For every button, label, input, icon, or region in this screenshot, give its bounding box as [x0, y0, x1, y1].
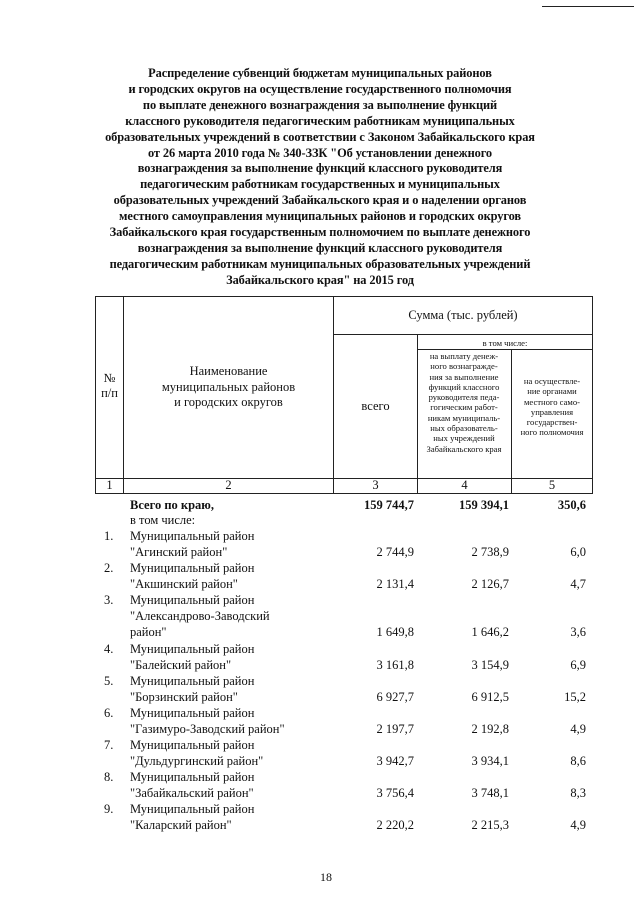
col-number: 3 — [372, 478, 379, 492]
row-name-line: "Каларский район" — [130, 818, 232, 832]
row-remuneration: 2 215,3 — [471, 818, 509, 832]
row-admin: 4,9 — [570, 722, 586, 736]
row-number: 6. — [104, 706, 114, 720]
row-name-line: Муниципальный район — [130, 706, 255, 720]
row-name-line: "Александрово-Заводский — [130, 609, 270, 623]
row-name-line: Муниципальный район — [130, 738, 255, 752]
grid-line — [417, 349, 593, 350]
title-line: вознаграждения за выполнение функций классного руководителя — [137, 240, 503, 255]
total-value: 159 744,7 — [364, 498, 414, 512]
row-name-line: "Агинский район" — [130, 545, 228, 559]
title-line: Забайкальского края государственным полномочием по выплате денежного — [109, 225, 531, 240]
row-total: 2 197,7 — [376, 722, 414, 736]
row-name-line: Муниципальный район — [130, 802, 255, 816]
row-remuneration: 2 738,9 — [471, 545, 509, 559]
row-name-line: Муниципальный район — [130, 674, 255, 688]
col-number: 2 — [225, 478, 232, 492]
header-name: Наименование муниципальных районов и городских округов — [161, 364, 296, 409]
grid-line — [95, 296, 593, 297]
row-admin: 15,2 — [564, 690, 586, 704]
title-line: местного самоуправления муниципальных районов и городских округов — [119, 209, 521, 224]
header-col5: на осуществле- ние органами местного само- управления государствен- ного полномочия — [520, 376, 584, 438]
document-title — [70, 66, 570, 289]
header-total: всего — [361, 399, 390, 413]
row-total: 1 649,8 — [376, 625, 414, 639]
col-number: 1 — [106, 478, 113, 492]
row-total: 3 942,7 — [376, 754, 414, 768]
col-number: 4 — [461, 478, 468, 492]
col-number: 5 — [548, 478, 556, 492]
title-line: Забайкальского края" на 2015 год — [226, 272, 414, 287]
row-name-line: Муниципальный район — [130, 593, 255, 607]
title-line: образовательных учреждений в соответствии с Законом Забайкальского края — [105, 129, 535, 144]
total-remuneration: 159 394,1 — [459, 498, 509, 512]
row-remuneration: 3 748,1 — [471, 786, 509, 800]
row-admin: 4,9 — [570, 818, 586, 832]
row-name-line: "Борзинский район" — [130, 690, 238, 704]
grid-line — [333, 296, 334, 493]
total-admin: 350,6 — [557, 498, 586, 512]
grid-line — [333, 334, 593, 335]
title-line: педагогическим работникам государственных и муниципальных — [140, 177, 500, 192]
row-number: 5. — [104, 674, 114, 688]
row-number: 8. — [104, 770, 114, 784]
row-total: 2 744,9 — [376, 545, 414, 559]
row-total: 2 220,2 — [376, 818, 414, 832]
total-label: Всего по краю, — [130, 498, 214, 512]
title-line: образовательных учреждений Забайкальского края и о наделении органов — [113, 193, 527, 208]
title-line: педагогическим работникам муниципальных образовательных учреждений — [109, 256, 531, 271]
row-name-line: "Акшинский район" — [130, 577, 238, 591]
row-admin: 8,3 — [570, 786, 586, 800]
grid-line — [95, 493, 593, 494]
row-total: 3 756,4 — [376, 786, 414, 800]
title-line: Распределение субвенций бюджетам муниципальных районов — [148, 66, 492, 80]
header-col4: на выплату денеж- ного вознагражде- ния за выполнение функций классного руководителя педа- гогическим работ- никам муниципаль- ных образователь- ных учреждений Забайкальского края — [426, 351, 502, 454]
row-name-line: "Дульдургинский район" — [130, 754, 264, 768]
row-number: 4. — [104, 642, 114, 656]
row-total: 6 927,7 — [376, 690, 414, 704]
row-admin: 3,6 — [570, 625, 586, 639]
row-total: 3 161,8 — [376, 658, 414, 672]
row-admin: 6,9 — [570, 658, 586, 672]
row-name-line: "Забайкальский район" — [130, 786, 254, 800]
row-remuneration: 2 192,8 — [471, 722, 509, 736]
row-admin: 6,0 — [570, 545, 586, 559]
row-number: 7. — [104, 738, 114, 752]
row-name-line: Муниципальный район — [130, 529, 255, 543]
row-remuneration: 3 934,1 — [471, 754, 509, 768]
row-name-line: "Балейский район" — [130, 658, 232, 672]
row-number: 9. — [104, 802, 114, 816]
title-line: классного руководителя педагогическим работникам муниципальных — [125, 113, 515, 128]
row-remuneration: 2 126,7 — [471, 577, 509, 591]
total-sublabel: в том числе: — [130, 513, 196, 527]
row-number: 1. — [104, 529, 114, 543]
header-num: № п/п — [101, 371, 118, 400]
row-name-line: "Газимуро-Заводский район" — [130, 722, 285, 736]
row-name-line: Муниципальный район — [130, 770, 255, 784]
title-line: от 26 марта 2010 года № 340-ЗЗК "Об установлении денежного — [147, 145, 493, 160]
row-name-line: Муниципальный район — [130, 561, 255, 575]
title-line: по выплате денежного вознаграждения за выполнение функций — [142, 97, 498, 112]
title-line: и городских округов на осуществление государственного полномочия — [128, 81, 512, 96]
row-admin: 8,6 — [570, 754, 586, 768]
title-line: вознаграждения за выполнение функций классного руководителя — [137, 161, 503, 176]
row-remuneration: 3 154,9 — [471, 658, 509, 672]
row-total: 2 131,4 — [376, 577, 414, 591]
row-remuneration: 1 646,2 — [471, 625, 509, 639]
page-number: 18 — [320, 870, 332, 884]
row-number: 2. — [104, 561, 114, 575]
header-including: в том числе: — [482, 338, 528, 348]
row-name-line: район" — [130, 625, 167, 639]
row-name-line: Муниципальный район — [130, 642, 255, 656]
row-admin: 4,7 — [570, 577, 586, 591]
top-rule — [542, 6, 634, 7]
header-sum: Сумма (тыс. рублей) — [408, 308, 518, 322]
row-remuneration: 6 912,5 — [471, 690, 509, 704]
row-number: 3. — [104, 593, 114, 607]
